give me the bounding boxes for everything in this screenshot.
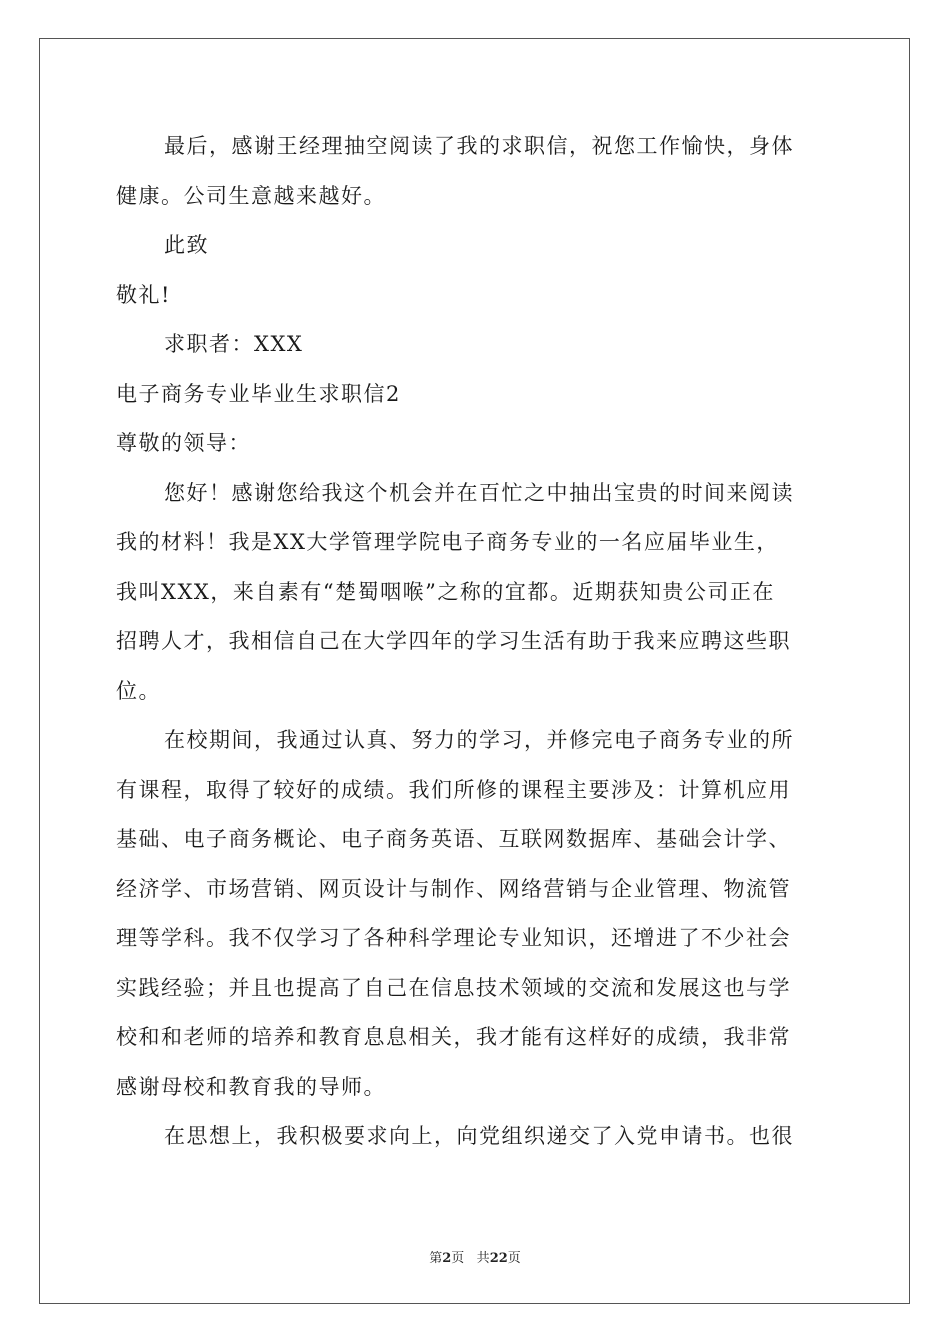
signature-line: 求职者：XXX [164,332,304,356]
text-line: 在校期间，我通过认真、努力的学习，并修完电子商务专业的所 [164,728,794,752]
text-line: 您好！感谢您给我这个机会并在百忙之中抽出宝贵的时间来阅读 [164,480,794,505]
total-label-suffix: 页 [507,1251,521,1266]
text-line: 我的材料！我是XX大学管理学院电子商务专业的一名应届毕业生， [116,530,779,554]
page-label-prefix: 第 [429,1251,443,1266]
text-line: 健康。公司生意越来越好。 [116,183,386,208]
letter-greeting: 尊敬的领导： [116,431,251,455]
total-label-prefix: 共 [476,1251,490,1266]
salutation-line: 敬礼! [116,282,171,307]
text-line: 位。 [116,678,161,703]
text-line: 最后，感谢王经理抽空阅读了我的求职信，祝您工作愉快，身体 [164,134,794,158]
text-line: 招聘人才，我相信自己在大学四年的学习生活有助于我来应聘这些职 [116,629,791,653]
letter-title: 电子商务专业毕业生求职信2 [116,381,401,406]
page-footer [0,1247,950,1266]
closing-paragraph [116,122,836,221]
letter-paragraph [116,716,836,1112]
document-body [116,122,836,1162]
text-line: 我叫XXX，来自素有“楚蜀咽喉”之称的宜都。近期获知贵公司正在 [116,579,775,604]
salutation-line: 此致 [164,233,209,257]
letter-paragraph [116,469,836,717]
letter-paragraph [116,1112,836,1162]
text-line: 理等学科。我不仅学习了各种科学理论专业知识，还增进了不少社会 [116,926,791,950]
page-label-suffix: 页 [451,1251,465,1266]
text-line: 经济学、市场营销、网页设计与制作、网络营销与企业管理、物流管 [116,876,791,901]
text-line: 校和和老师的培养和教育息息相关，我才能有这样好的成绩，我非常 [116,1025,791,1049]
page-number: 2 [442,1251,452,1266]
text-line: 感谢母校和教育我的导师。 [116,1074,386,1099]
text-line: 实践经验；并且也提高了自己在信息技术领域的交流和发展这也与学 [116,975,791,1000]
text-line: 基础、电子商务概论、电子商务英语、互联网数据库、基础会计学、 [116,827,791,851]
text-line: 在思想上，我积极要求向上，向党组织递交了入党申请书。也很 [164,1124,794,1148]
total-pages: 22 [489,1251,508,1266]
text-line: 有课程，取得了较好的成绩。我们所修的课程主要涉及：计算机应用 [116,777,791,802]
